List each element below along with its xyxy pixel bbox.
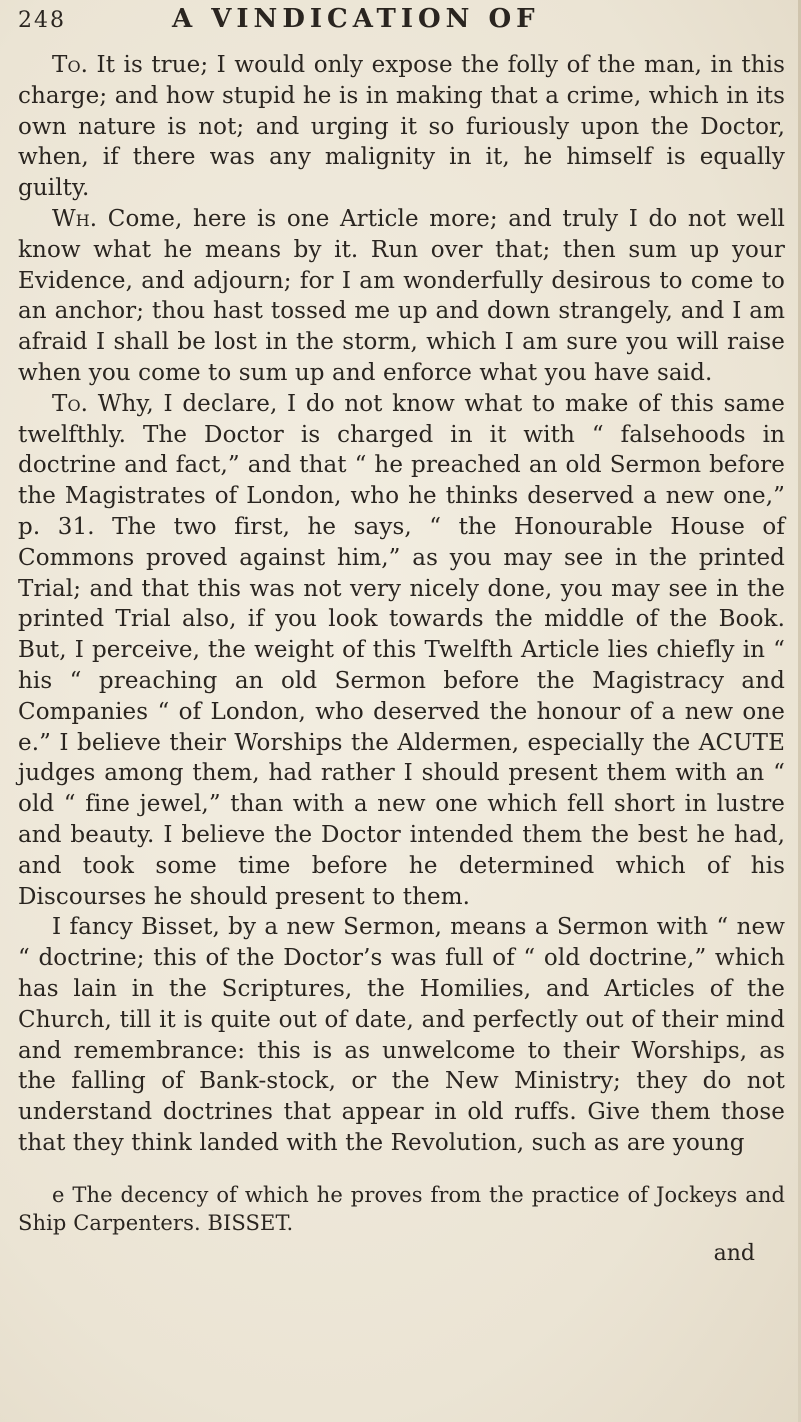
speaker-label: Wh. xyxy=(52,205,98,232)
paragraph-2 xyxy=(18,204,785,389)
speaker-label: To. xyxy=(52,52,89,78)
paragraph-text: I fancy Bisset, by a new Sermon, means a Sermon with “ new “ doctrine; this of the Doctor’s was full of “ old doctrine,” which has lain in the Scriptures, the Homilies, and Articles of the Church, till it is quite out of date, and perfectly out of their mind and remembrance: this is as unwelcome to their Worships, as the falling of Bank-stock, or the New Ministry; they do not understand doctrines that appear in old ruffs. Give them those that they think landed with the Revolution, such as are young xyxy=(18,914,785,1156)
paragraph-3 xyxy=(18,389,785,913)
running-title: A VINDICATION OF xyxy=(172,4,540,34)
paragraph-text: It is true; I would only expose the folly of the man, in this charge; and how stupid he is in making that a crime, which in its own nature is not; and urging it so furiously upon the Doctor, when, if there was any malignity in it, he himself is equally guilty. xyxy=(18,52,785,202)
paragraph-text: Come, here is one Article more; and truly I do not well know what he means by it. Run over that; then sum up your Evidence, and adjourn; for I am wonderfully desirous to come to an anchor; thou hast tossed me up and down strangely, and I am afraid I shall be lost in the storm, which I am sure you will raise when you come to sum up and enforce what you have said. xyxy=(18,205,785,386)
catchword: and xyxy=(713,1240,755,1266)
page-header xyxy=(18,4,785,50)
page-number: 248 xyxy=(18,8,66,33)
footnote: e The decency of which he proves from the practice of Jockeys and Ship Carpenters. BISSET. xyxy=(18,1182,785,1235)
paragraph-1 xyxy=(18,50,785,204)
paragraph-4 xyxy=(18,912,785,1158)
speaker-label: To. xyxy=(52,390,89,417)
paragraph-text: Why, I declare, I do not know what to make of this same twelfthly. The Doctor is charged in it with “ falsehoods in doctrine and fact,” and that “ he preached an old Sermon before the Magistrates of London, who he thinks deserved a new one,” p. 31. The two first, he says, “ the Honourable House of Commons proved against him,” as you may see in the printed Trial; and that this was not very nicely done, you may see in the printed Trial also, if you look towards the middle of the Book. But, I perceive, the weight of this Twelfth Article lies chiefly in “ his “ preaching an old Sermon before the Magistracy and Companies “ of London, who deserved the honour of a new one e.” I believe their Worships the Aldermen, especially the ACUTE judges among them, had rather I should present them with an “ old “ fine jewel,” than with a new one which fell short in lustre and beauty. I believe the Doctor intended them the best he had, and took some time before he determined which of his Discourses he should present to them. xyxy=(18,390,785,910)
